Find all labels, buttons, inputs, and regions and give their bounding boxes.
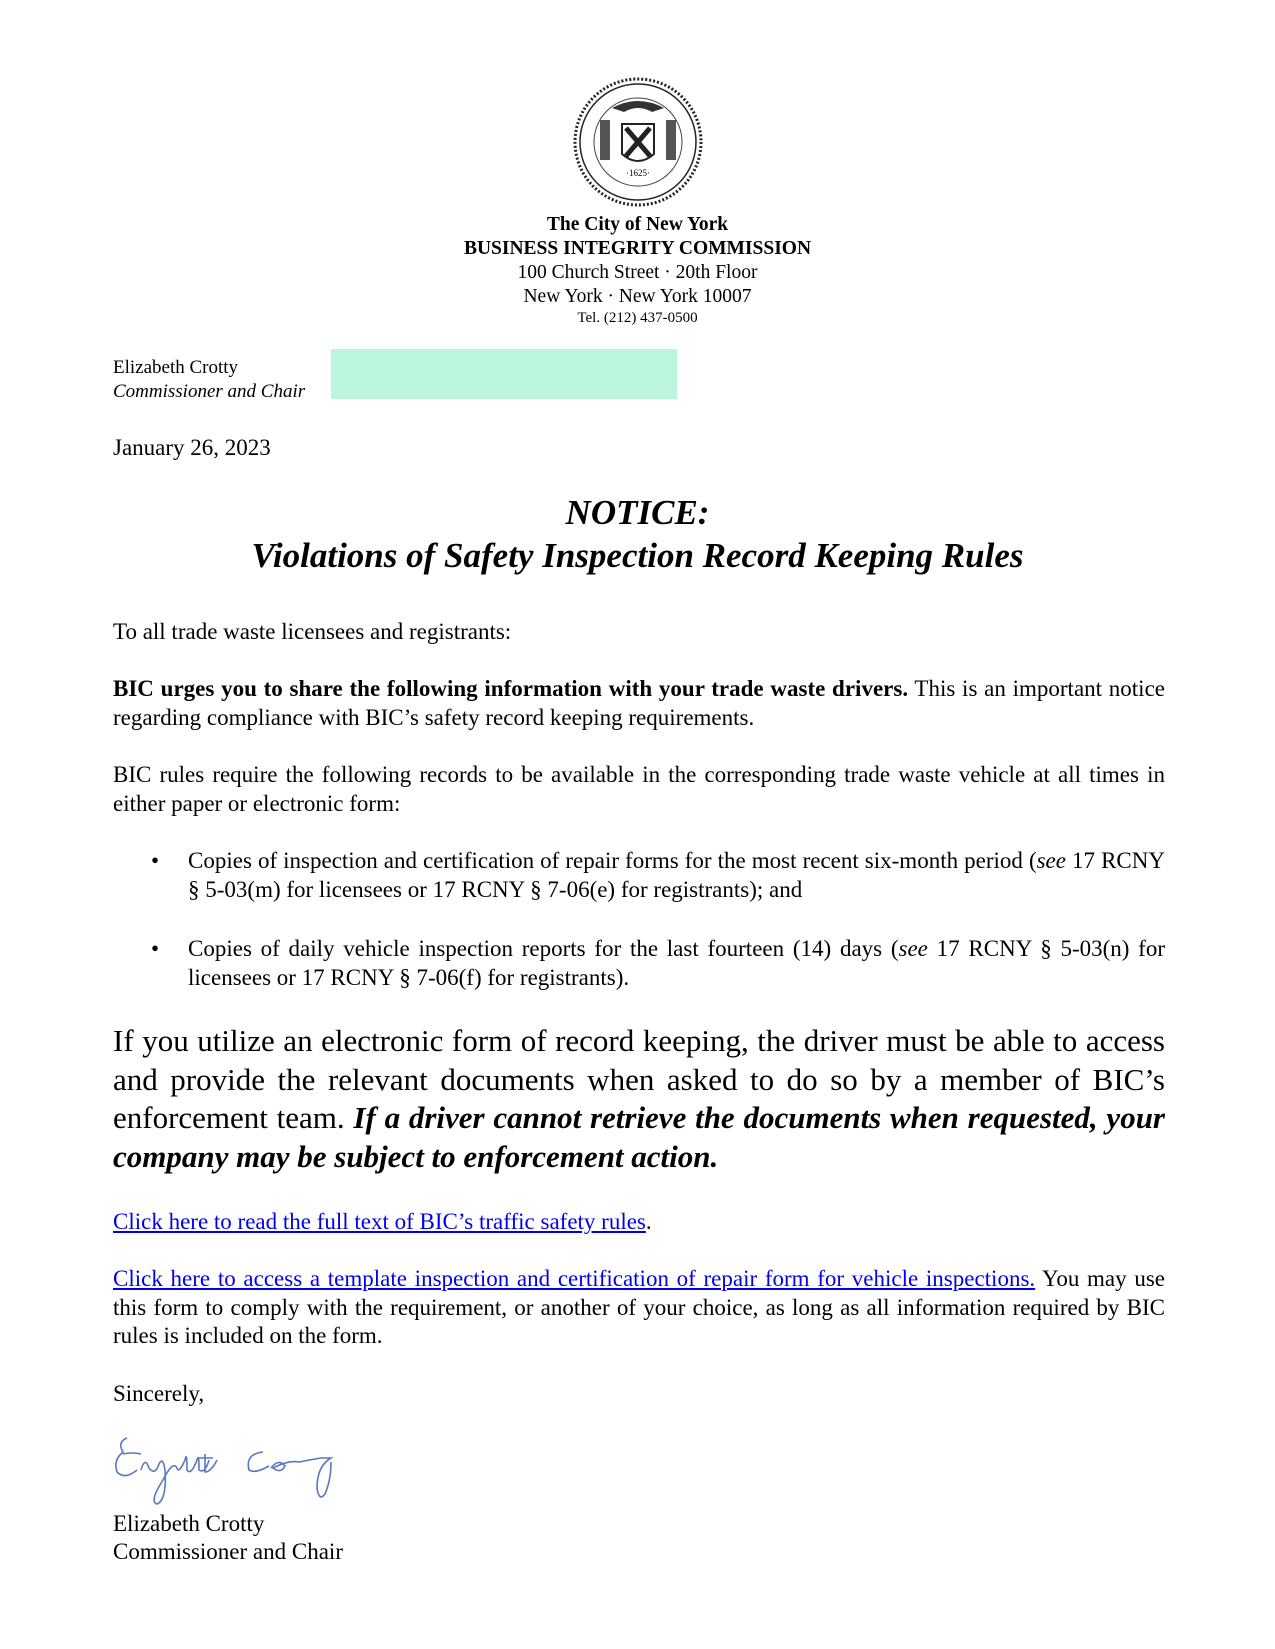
intro-paragraph — [113, 675, 1165, 732]
requirements-list — [113, 847, 1165, 992]
warning-emphasis: If a driver cannot retrieve the documents when requested, your company may be subject to enforcement action. — [113, 1100, 1165, 1174]
letterhead-agency: BUSINESS INTEGRITY COMMISSION — [463, 238, 812, 259]
traffic-safety-rules-link[interactable]: Click here to read the full text of BIC’s traffic safety rules — [113, 1209, 646, 1234]
list-item — [113, 935, 1165, 992]
salutation: To all trade waste licensees and registrants: — [113, 619, 512, 644]
warning-paragraph — [113, 1022, 1165, 1176]
letterhead-city: The City of New York — [546, 214, 729, 235]
signature-title: Commissioner and Chair — [113, 1539, 343, 1564]
bullet-icon: • — [151, 936, 160, 961]
list-see: see — [1036, 848, 1066, 873]
sender-title: Commissioner and Chair — [113, 381, 306, 402]
bullet-icon: • — [151, 848, 160, 873]
handwritten-signature — [113, 1430, 373, 1510]
warning-text: If you utilize an electronic form of record keeping, the driver must be able to access and provide the relevant documents when asked to do so by a member of BIC’s enforcement team. — [113, 1023, 1165, 1135]
signature-name: Elizabeth Crotty — [113, 1511, 265, 1536]
list-text: Copies of daily vehicle inspection reports for the last fourteen (14) days ( — [188, 936, 899, 961]
letterhead-phone: Tel. (212) 437-0500 — [577, 310, 698, 326]
form-link-description: You may use this form to comply with the requirement, or another of your choice, as long as all information required by BIC rules is included on the form. — [113, 1266, 1165, 1348]
letter-date: January 26, 2023 — [113, 435, 271, 460]
template-form-link[interactable]: Click here to access a template inspection and certification of repair form for vehicle inspections. — [113, 1266, 1036, 1291]
sender-name: Elizabeth Crotty — [113, 357, 239, 378]
letterhead-city-zip: New York · New York 10007 — [523, 286, 752, 307]
intro-bold: BIC urges you to share the following information with your trade waste drivers. — [113, 676, 909, 701]
rules-link-paragraph — [113, 1208, 1165, 1237]
list-item — [113, 847, 1165, 904]
list-text: Copies of inspection and certification of repair forms for the most recent six-month period ( — [188, 848, 1037, 873]
closing: Sincerely, — [113, 1381, 205, 1406]
form-link-paragraph — [113, 1265, 1165, 1351]
nyc-seal — [572, 76, 704, 208]
requirements-paragraph: BIC rules require the following records to be available in the corresponding trade waste vehicle at all times in either paper or electronic form: — [113, 762, 1165, 816]
list-text: 17 RCNY § 5-03(n) for licensees or 17 RCNY § 7-06(f) for registrants). — [188, 936, 1166, 990]
list-see: see — [898, 936, 928, 961]
letterhead-street: 100 Church Street · 20th Floor — [517, 262, 758, 283]
intro-rest: This is an important notice regarding compliance with BIC’s safety record keeping requirements. — [113, 676, 1165, 730]
notice-subheading: Violations of Safety Inspection Record Keeping Rules — [251, 536, 1024, 575]
svg-text:·1625·: ·1625· — [626, 168, 650, 178]
notice-heading: NOTICE: — [565, 493, 710, 532]
redaction-box — [331, 349, 677, 399]
link-suffix: . — [645, 1209, 652, 1234]
list-text: 17 RCNY § 5-03(m) for licensees or 17 RCNY § 7-06(e) for registrants); and — [188, 848, 1165, 902]
